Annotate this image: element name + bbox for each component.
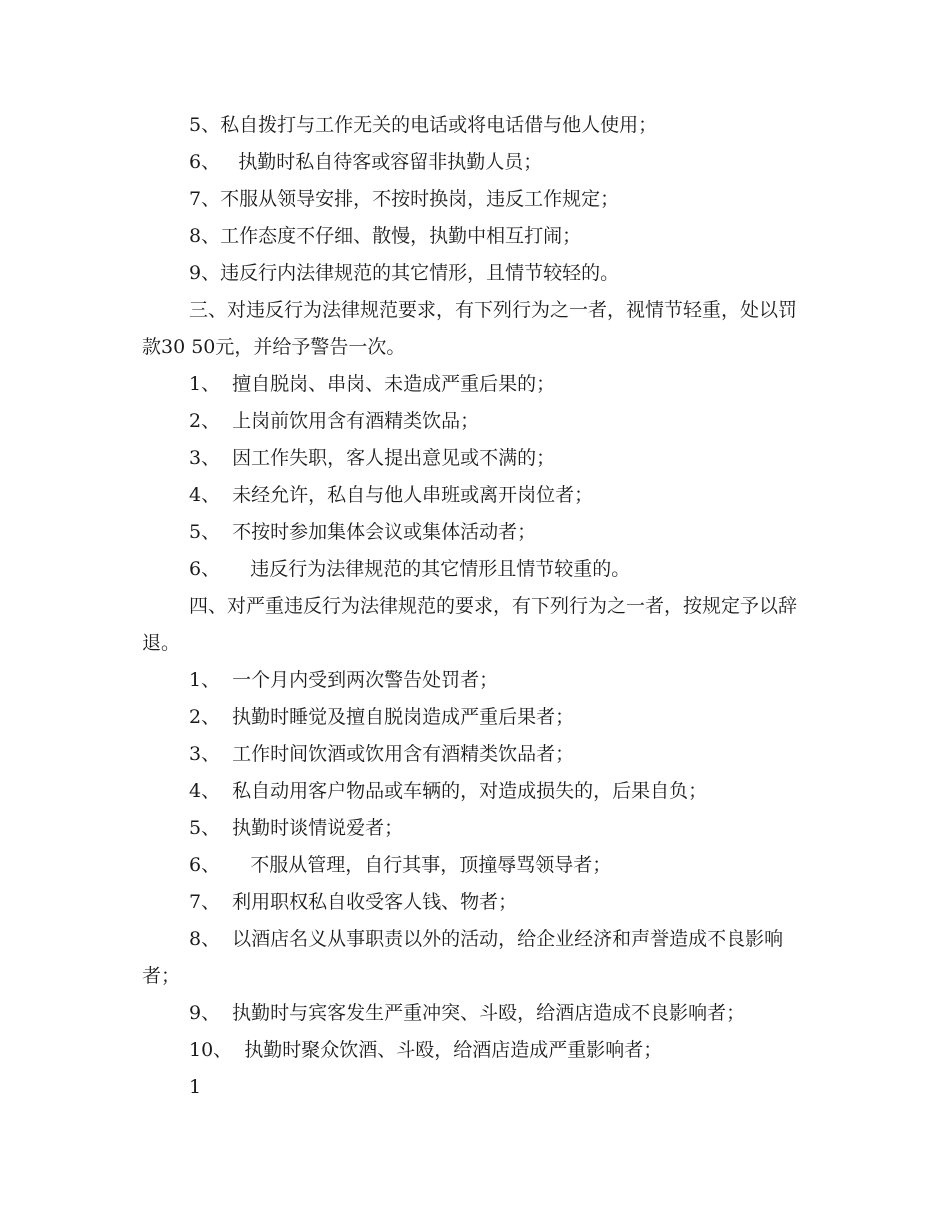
section-three-item-4: 4、 未经允许，私自与他人串班或离开岗位者；	[189, 484, 594, 506]
section-four-heading: 四、对严重违反行为法律规范的要求，有下列行为之一者，按规定予以辞退。	[142, 595, 798, 654]
list-item-9-minor-violations: 9、违反行内法律规范的其它情形，且情节较轻的。	[189, 262, 620, 284]
section-three-item-2: 2、 上岗前饮用含有酒精类饮品；	[189, 410, 480, 432]
list-item-6-visitors: 6、 执勤时私自待客或容留非执勤人员；	[189, 151, 543, 173]
list-item-7-disobey: 7、不服从领导安排，不按时换岗，违反工作规定；	[189, 188, 620, 210]
section-four-item-10: 10、 执勤时聚众饮酒、斗殴，给酒店造成严重影响者；	[189, 1039, 663, 1061]
section-four-item-6: 6、 不服从管理，自行其事，顶撞辱骂领导者；	[189, 854, 612, 876]
section-three-heading: 三、对违反行为法律规范要求，有下列行为之一者，视情节轻重，处以罚款30 50元，并给予警告一次。	[142, 299, 798, 358]
section-four-item-3: 3、 工作时间饮酒或饮用含有酒精类饮品者；	[189, 743, 575, 765]
section-four-item-8: 8、 以酒店名义从事职责以外的活动，给企业经济和声誉造成不良影响者；	[142, 928, 784, 987]
section-three-item-5: 5、 不按时参加集体会议或集体活动者；	[189, 521, 537, 543]
list-item-8-attitude: 8、工作态度不仔细、散慢，执勤中相互打闹；	[189, 225, 582, 247]
section-four-item-7: 7、 利用职权私自收受客人钱、物者；	[189, 891, 518, 913]
section-three-item-1: 1、 擅自脱岗、串岗、未造成严重后果的；	[189, 373, 556, 395]
section-four-item-4: 4、 私自动用客户物品或车辆的，对造成损失的，后果自负；	[189, 780, 708, 802]
section-four-item-1: 1、 一个月内受到两次警告处罚者；	[189, 669, 499, 691]
list-item-5-private-calls: 5、私自拨打与工作无关的电话或将电话借与他人使用；	[189, 114, 658, 136]
section-four-item-2: 2、 执勤时睡觉及擅自脱岗造成严重后果者；	[189, 706, 575, 728]
section-three-item-3: 3、 因工作失职，客人提出意见或不满的；	[189, 447, 556, 469]
section-three-item-6: 6、 违反行为法律规范的其它情形且情节较重的。	[189, 558, 631, 580]
section-four-item-9: 9、 执勤时与宾客发生严重冲突、斗殴，给酒店造成不良影响者；	[189, 1002, 746, 1024]
document-body	[142, 107, 812, 1106]
page-number: 1	[189, 1076, 202, 1098]
section-four-item-5: 5、 执勤时谈情说爱者；	[189, 817, 404, 839]
